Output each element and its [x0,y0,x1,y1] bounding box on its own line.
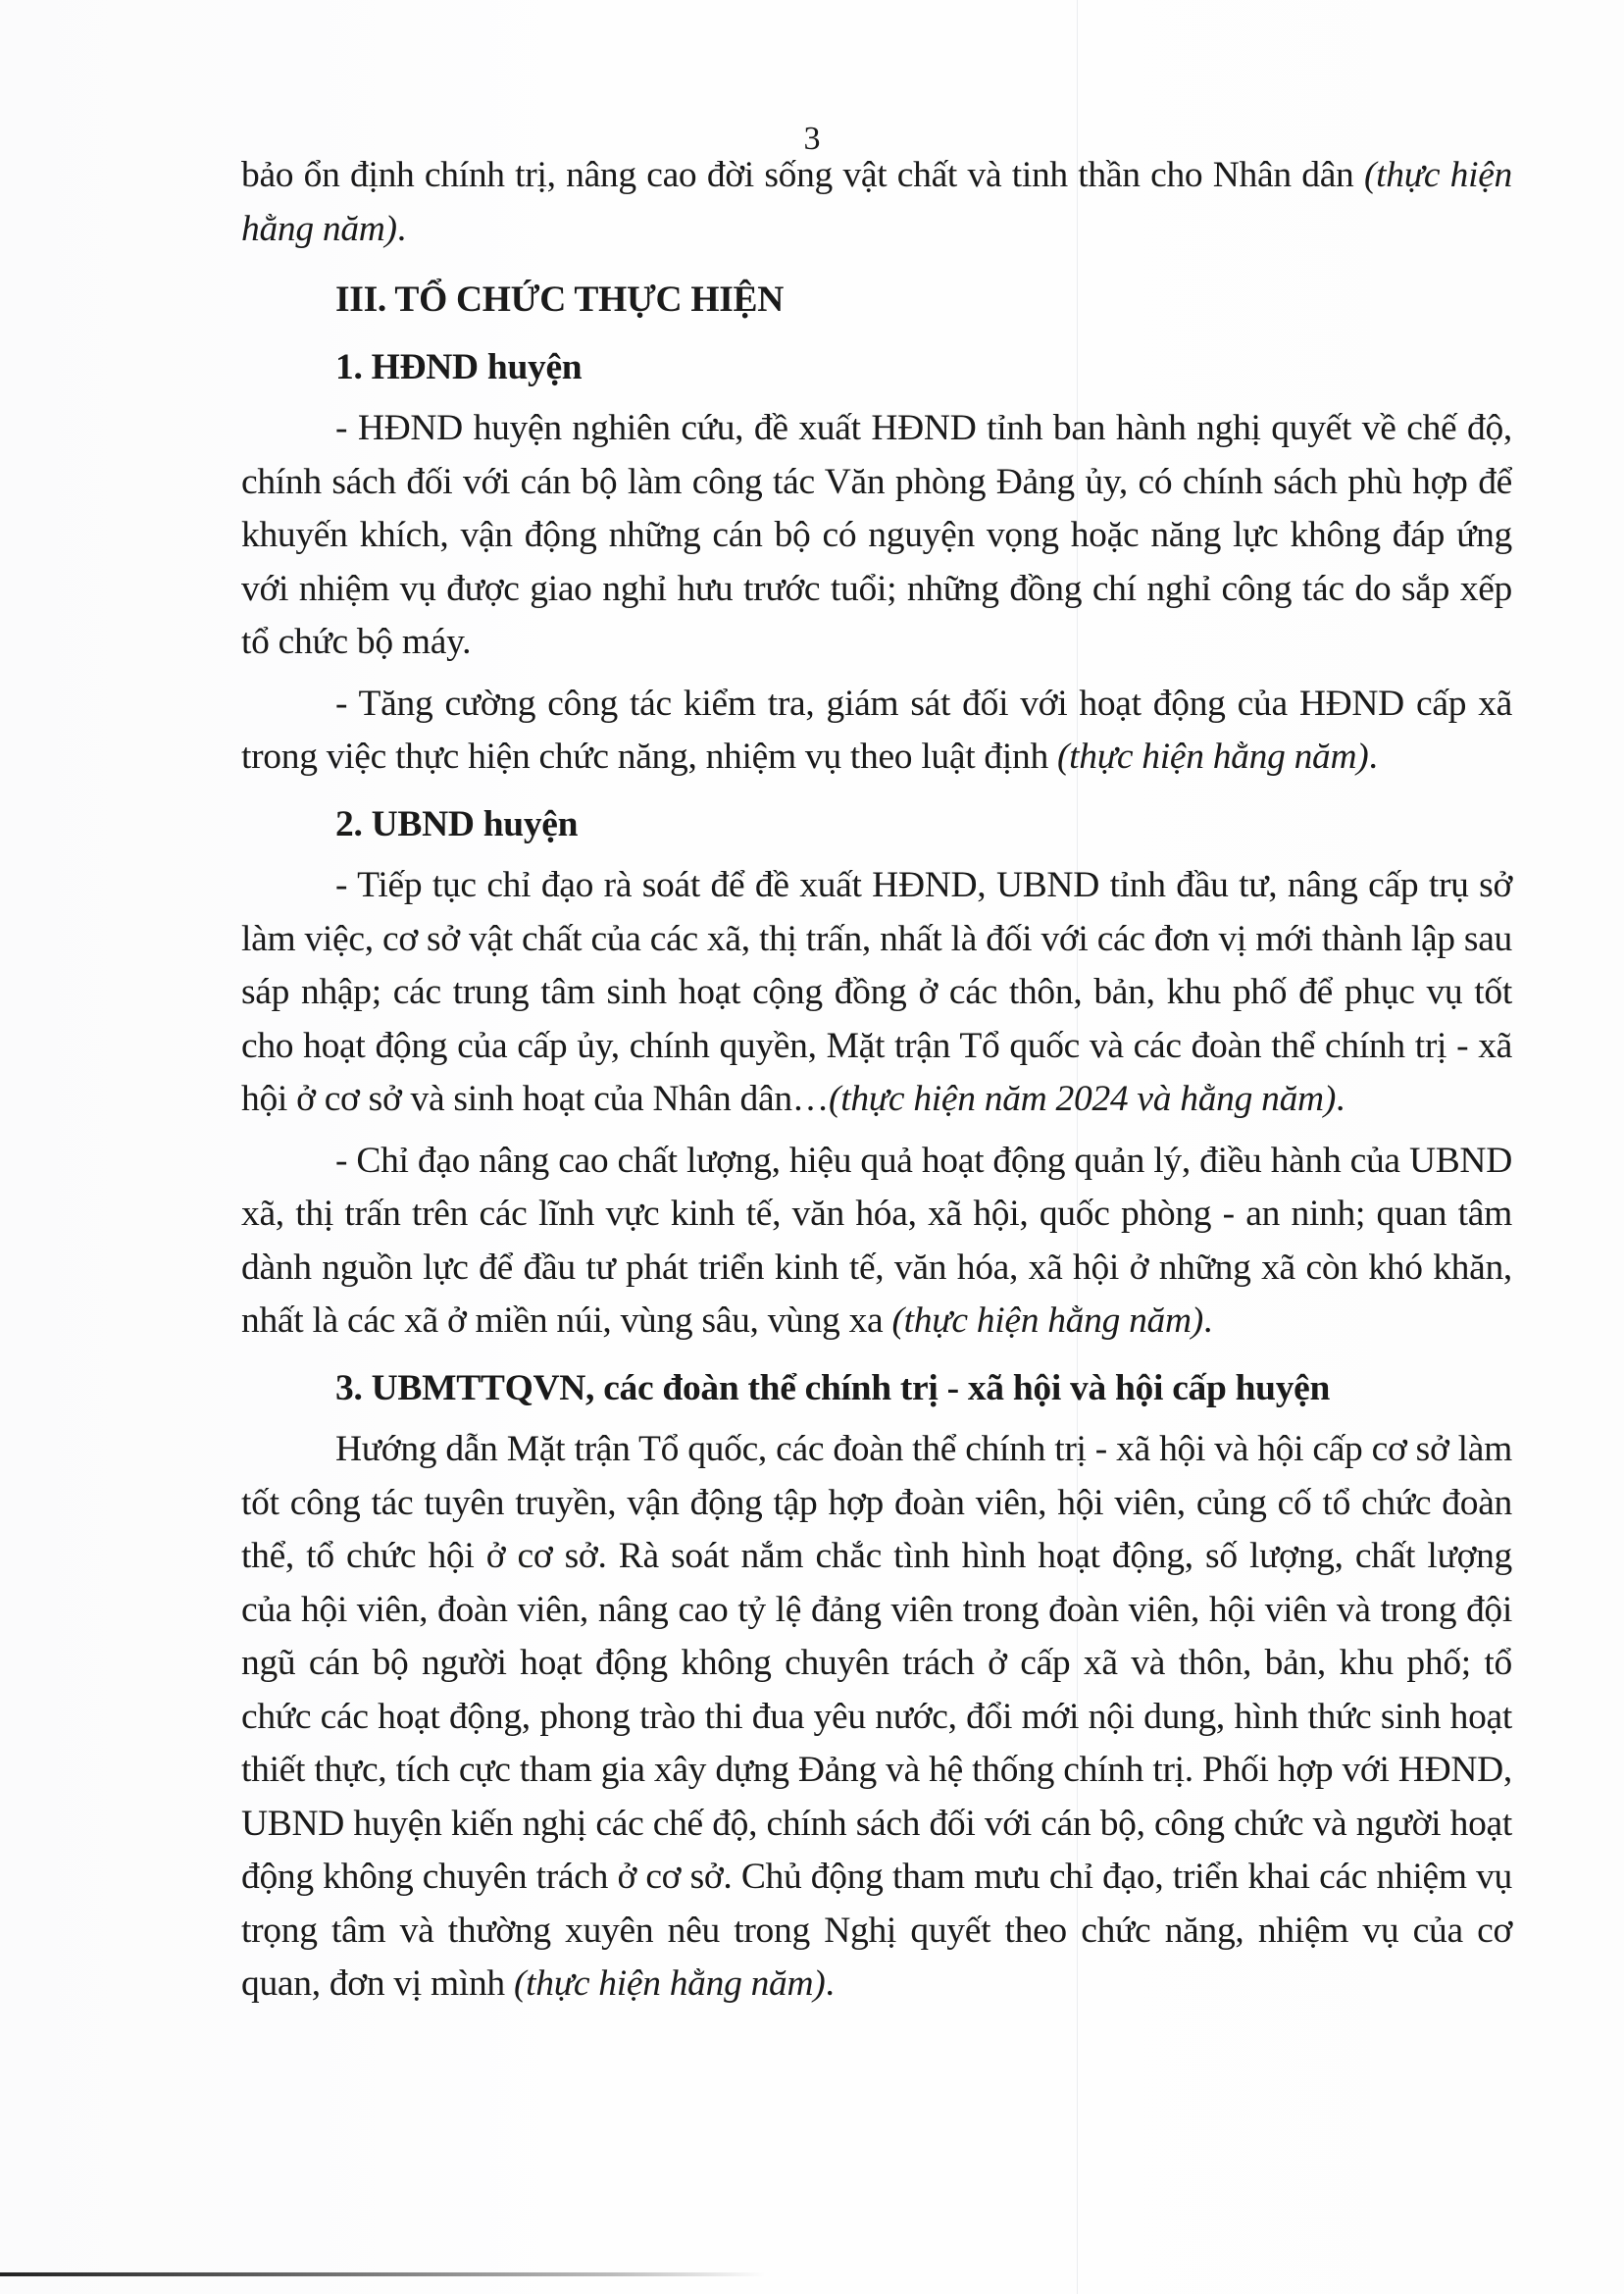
paragraph-text: - Chỉ đạo nâng cao chất lượng, hiệu quả hoạt động quản lý, điều hành của UBND xã, thị trấn trên các lĩnh vực kinh tế, văn hóa, xã hội, quốc phòng - an ninh; quan tâm dành nguồn lực để đầu tư phát triển kinh tế, văn hóa, xã hội ở những xã còn khó khăn, nhất là các xã ở miền núi, vùng sâu, vùng xa [241,1140,1512,1341]
paragraph-end: . [396,208,406,249]
paragraph-hdnd-research [241,402,1512,670]
paragraph-end: . [1202,1300,1213,1341]
subsection-heading-ubmttqvn: 3. UBMTTQVN, các đoàn thể chính trị - xã hội và hội cấp huyện [335,1367,1331,1408]
document-body [241,149,1512,2019]
paragraph-italic-note: (thực hiện hằng năm) [513,1963,826,2004]
paragraph-end: . [825,1963,835,2004]
paragraph-end: . [1368,737,1378,777]
paragraph-text: Hướng dẫn Mặt trận Tổ quốc, các đoàn thể chính trị - xã hội và hội cấp cơ sở làm tốt công tác tuyên truyền, vận động tập hợp đoàn viên, hội viên, củng cố tổ chức đoàn thể, tổ chức hội ở cơ sở. Rà soát nắm chắc tình hình hoạt động, số lượng, chất lượng của hội viên, đoàn viên, nâng cao tỷ lệ đảng viên trong đoàn viên, hội viên và trong đội ngũ cán bộ người hoạt động không chuyên trách ở cấp xã và thôn, bản, khu phố; tổ chức các hoạt động, phong trào thi đua yêu nước, đổi mới nội dung, hình thức sinh hoạt thiết thực, tích cực tham gia xây dựng Đảng và hệ thống chính trị. Phối hợp với HĐND, UBND huyện kiến nghị các chế độ, chính sách đối với cán bộ, công chức và người hoạt động không chuyên trách ở cơ sở. Chủ động tham mưu chỉ đạo, triển khai các nhiệm vụ trọng tâm và thường xuyên nêu trong Nghị quyết theo chức năng, nhiệm vụ của cơ quan, đơn vị mình [241,1429,1512,2004]
paragraph-intro-continuation [241,149,1512,256]
paragraph-italic-note: (thực hiện hằng năm) [241,155,1512,249]
subsection-heading-hdnd: 1. HĐND huyện [335,346,583,387]
subsection-heading-ubnd: 2. UBND huyện [335,803,579,844]
paragraph-ubnd-management [241,1135,1512,1349]
paragraph-end: . [1336,1079,1345,1119]
paragraph-text: - HĐND huyện nghiên cứu, đề xuất HĐND tỉnh ban hành nghị quyết về chế độ, chính sách đối với cán bộ làm công tác Văn phòng Đảng ủy, có chính sách phù hợp để khuyến khích, vận động những cán bộ có nguyện vọng hoặc năng lực không đáp ứng với nhiệm vụ được giao nghỉ hưu trước tuổi; những đồng chí nghỉ công tác do sắp xếp tổ chức bộ máy. [241,408,1512,662]
paragraph-ubmttqvn-guidance [241,1423,1512,2012]
section-heading-implementation: III. TỔ CHỨC THỰC HIỆN [335,280,785,320]
scan-bottom-edge [0,2272,765,2276]
paragraph-text: - Tăng cường công tác kiểm tra, giám sát đối với hoạt động của HĐND cấp xã trong việc thực hiện chức năng, nhiệm vụ theo luật định [241,683,1512,777]
paragraph-italic-note: (thực hiện hằng năm) [891,1300,1203,1341]
paragraph-italic-note: (thực hiện năm 2024 và hằng năm) [829,1079,1337,1119]
page-number: 3 [803,121,821,157]
paragraph-hdnd-inspection [241,678,1512,785]
paragraph-text: bảo ổn định chính trị, nâng cao đời sống vật chất và tinh thần cho Nhân dân [241,155,1364,195]
paragraph-italic-note: (thực hiện hằng năm) [1056,737,1369,777]
paragraph-ubnd-investment [241,859,1512,1127]
paragraph-text: - Tiếp tục chỉ đạo rà soát để đề xuất HĐND, UBND tỉnh đầu tư, nâng cấp trụ sở làm việc, cơ sở vật chất của các xã, thị trấn, nhất là đối với các đơn vị mới thành lập sau sáp nhập; các trung tâm sinh hoạt cộng đồng ở các thôn, bản, khu phố để phục vụ tốt cho hoạt động của cấp ủy, chính quyền, Mặt trận Tổ quốc và các đoàn thể chính trị - xã hội ở cơ sở và sinh hoạt của Nhân dân… [241,865,1512,1119]
